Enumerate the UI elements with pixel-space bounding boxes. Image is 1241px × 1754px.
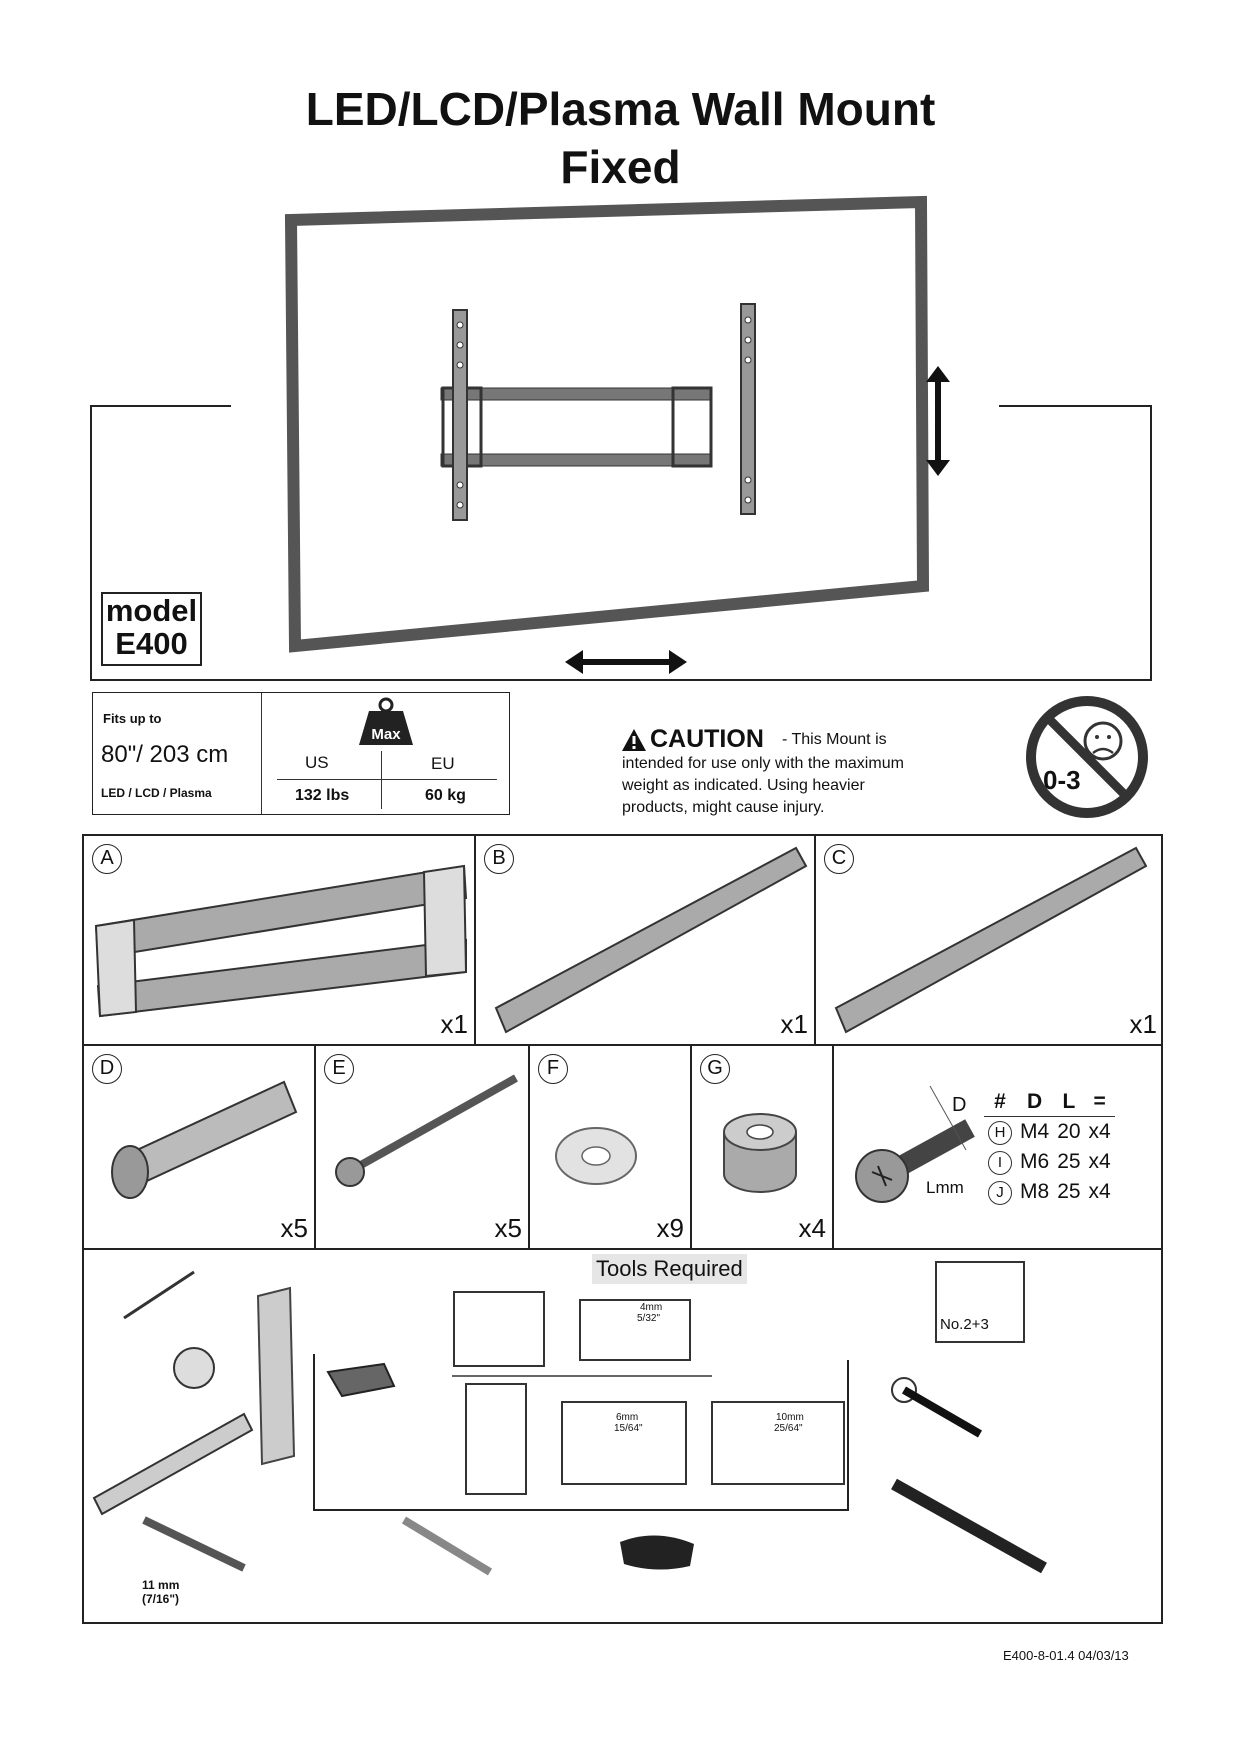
part-qty: x1 [440,1009,468,1039]
part-letter: A [92,844,122,874]
wood-bit-size: 4mm [640,1302,663,1313]
spec-divider [261,693,262,814]
max-label: Max [371,726,401,743]
model-number: E400 [115,626,188,661]
fits-label: Fits up to [103,711,162,726]
document-code: E400-8-01.4 04/03/13 [1003,1648,1129,1663]
screw-l: 25 [1057,1180,1081,1203]
caution-text-4: products, might cause injury. [622,799,825,816]
wall-plate-icon [84,836,476,1046]
masonry-bit-1-inch: 15/64" [614,1423,643,1434]
part-c-cell [816,836,1163,1046]
age-label: 0-3 [1043,765,1081,795]
us-header: US [305,753,329,772]
model-label: model [105,593,198,628]
header-cell: D [1016,1088,1053,1117]
weight-us: 132 lbs [295,787,350,804]
warning-icon [622,729,646,751]
part-letter: D [92,1054,122,1084]
header-cell: = [1085,1088,1115,1117]
caution-heading: CAUTION [650,725,764,753]
part-qty: x1 [1129,1009,1157,1039]
hero-illustration [91,200,1151,680]
caution-notice [622,725,942,825]
eu-header: EU [431,754,455,773]
screw-l: 25 [1057,1150,1081,1173]
part-letter: F [538,1054,568,1084]
drill-icon [328,1364,394,1396]
header-cell: # [984,1088,1016,1117]
screw-l: 20 [1057,1120,1081,1143]
page-subtitle: Fixed [560,141,681,193]
screen-size: 80"/ 203 cm [101,741,229,768]
masonry-bit-2-inch: 25/64" [774,1423,803,1434]
table-row [984,1177,1115,1207]
screw-qty: x4 [1088,1120,1111,1143]
screw-table-header [984,1088,1115,1117]
bracket-b-icon [476,836,816,1046]
part-letter: C [824,844,854,874]
screw-d: M6 [1020,1150,1050,1173]
masonry-bit-1-size: 6mm [616,1412,639,1423]
wrench-inch: (7/16") [142,1592,180,1606]
part-b-cell [476,836,816,1046]
part-letter: B [484,844,514,874]
dim-l-label: Lmm [926,1178,964,1197]
part-a-cell [84,836,476,1046]
tape-measure-icon [174,1348,214,1388]
wrench-size: 11 mm [142,1578,180,1592]
spec-box [92,692,510,815]
part-qty: x9 [656,1213,684,1243]
age-warning [1025,695,1149,819]
model-box [101,592,202,666]
spec-row-line [277,779,497,780]
awl-icon [124,1272,194,1318]
no-children-icon [1025,695,1149,819]
part-qty: x4 [798,1213,826,1243]
screw-id: I [988,1151,1012,1175]
pencil-icon [404,1520,490,1572]
screw-cell [834,1046,1163,1250]
screw-id: J [988,1181,1012,1205]
screw-id: H [988,1121,1012,1145]
wood-bit-inch: 5/32" [637,1313,661,1324]
hammer-icon [894,1484,1044,1568]
caution-text-3: weight as indicated. Using heavier [622,777,865,794]
screw-qty: x4 [1088,1180,1111,1203]
screw-table [984,1088,1115,1207]
masonry-bit-2-size: 10mm [776,1412,804,1423]
bracket-c-icon [816,836,1163,1046]
screw-qty: x4 [1088,1150,1111,1173]
header-cell: L [1053,1088,1084,1117]
tools-section [84,1250,1161,1622]
part-d-cell [84,1046,316,1250]
tools-illustration [84,1250,1161,1622]
dim-d-label: D [952,1094,967,1116]
part-letter: E [324,1054,354,1084]
weight-eu: 60 kg [425,787,466,804]
tools-heading: Tools Required [592,1254,747,1284]
screw-d: M4 [1020,1120,1050,1143]
table-row [984,1147,1115,1177]
parts-and-tools-grid [82,834,1163,1624]
safety-goggles-icon [620,1535,694,1569]
part-e-cell [316,1046,530,1250]
spec-col-line [381,751,382,809]
level-icon [94,1414,252,1514]
tv-mount-diagram [91,200,1151,680]
part-g-cell [692,1046,834,1250]
part-qty: x5 [494,1213,522,1243]
page-title: LED/LCD/Plasma Wall Mount [305,83,936,135]
caution-text-1: - This Mount is [782,731,887,748]
part-qty: x1 [780,1009,808,1039]
screw-d: M8 [1020,1180,1050,1203]
part-f-cell [530,1046,692,1250]
part-qty: x5 [280,1213,308,1243]
caution-text-2: intended for use only with the maximum [622,755,904,772]
table-row [984,1117,1115,1148]
wrench-icon [144,1520,244,1568]
screen-types: LED / LCD / Plasma [101,786,212,800]
part-letter: G [700,1054,730,1084]
wood-stud-icon [258,1288,294,1464]
screwdriver-icon [904,1390,980,1434]
screwdriver-label: No.2+3 [940,1316,989,1333]
